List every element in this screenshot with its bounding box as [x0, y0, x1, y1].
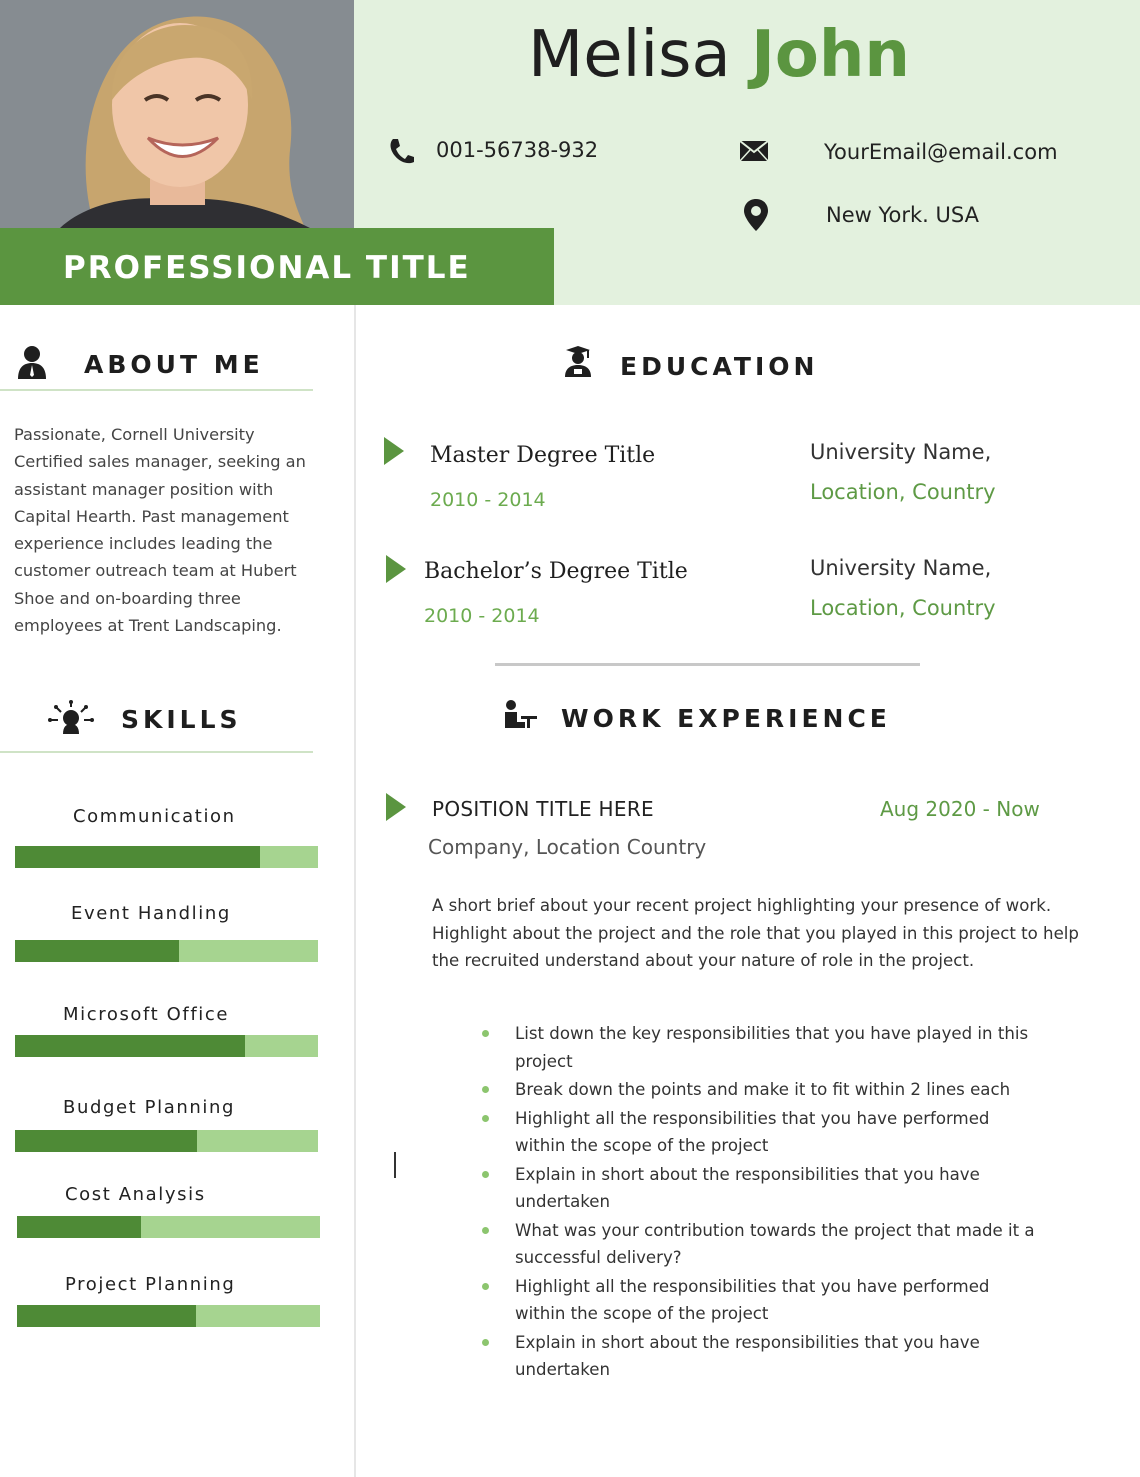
skill-bar-fill: [15, 1130, 197, 1152]
bullet-dot-icon: [482, 1086, 489, 1093]
work-heading: WORK EXPERIENCE: [561, 704, 891, 733]
professional-title-bar: [0, 228, 554, 305]
skill-label: Event Handling: [71, 903, 231, 924]
project-brief: A short brief about your recent project highlighting your presence of work. Highlight about the project and the role that you played in this project to help the recruited understand about your nature of role in the project.: [432, 896, 1079, 970]
list-item: [484, 1273, 1044, 1328]
bullet-dot-icon: [482, 1030, 489, 1037]
list-item: [484, 1329, 1044, 1384]
skill-bar: [17, 1305, 320, 1327]
phone-number: 001-56738-932: [436, 138, 599, 162]
location-text: New York. USA: [826, 203, 979, 227]
list-item: [484, 1105, 1044, 1160]
skills-network-icon: [48, 700, 94, 741]
graduate-icon: [562, 345, 594, 382]
arrow-right-icon: [384, 437, 404, 465]
map-pin-icon: [744, 199, 768, 236]
list-item: [484, 1076, 1044, 1104]
skill-label: Cost Analysis: [65, 1184, 206, 1205]
skill-bar-fill: [15, 846, 260, 868]
degree-years: 2010 - 2014: [424, 605, 540, 627]
bullet-dot-icon: [482, 1171, 489, 1178]
responsibility-text: Explain in short about the responsibilities that you have undertaken: [515, 1164, 980, 1211]
last-name: John: [751, 18, 910, 92]
section-divider: [495, 663, 920, 666]
responsibility-text: List down the key responsibilities that you have played in this project: [515, 1024, 1029, 1071]
university-location: Location, Country: [810, 480, 996, 504]
bullet-dot-icon: [482, 1339, 489, 1346]
responsibility-text: What was your contribution towards the project that made it a successful delivery?: [515, 1220, 1035, 1267]
about-underline: [0, 389, 313, 391]
university-location: Location, Country: [810, 596, 996, 620]
company-location: Company, Location Country: [428, 835, 707, 859]
skill-label: Communication: [73, 806, 236, 827]
skill-label: Microsoft Office: [63, 1004, 230, 1025]
responsibility-text: Explain in short about the responsibilities that you have undertaken: [515, 1332, 980, 1379]
phone-icon: [388, 137, 414, 170]
skill-bar: [17, 1216, 320, 1238]
bullet-dot-icon: [482, 1115, 489, 1122]
envelope-icon: [739, 140, 769, 167]
about-text: Passionate, Cornell University Certified sales manager, seeking an assistant manager position with Capital Hearth. Past management experience includes leading the customer outreach team at Hubert Shoe and on-boarding three employees at Trent Landscaping.: [14, 425, 306, 636]
degree-title: Master Degree Title: [430, 443, 656, 468]
skill-bar-fill: [17, 1305, 196, 1327]
skill-bar: [15, 940, 318, 962]
person-icon: [16, 345, 48, 384]
about-heading: ABOUT ME: [84, 350, 264, 379]
university-name: University Name,: [810, 440, 992, 464]
responsibility-list: [484, 1020, 1044, 1385]
list-item: [484, 1217, 1044, 1272]
skill-bar: [15, 1130, 318, 1152]
bullet-dot-icon: [482, 1227, 489, 1234]
professional-title: PROFESSIONAL TITLE: [63, 250, 471, 286]
skill-bar-fill: [15, 1035, 245, 1057]
position-title: POSITION TITLE HERE: [432, 797, 654, 821]
profile-photo: [0, 0, 354, 228]
degree-years: 2010 - 2014: [430, 489, 546, 511]
skills-underline: [0, 751, 313, 753]
skill-label: Project Planning: [65, 1274, 236, 1295]
list-item: [484, 1161, 1044, 1216]
list-item: [484, 1020, 1044, 1075]
responsibility-text: Highlight all the responsibilities that you have performed within the scope of the project: [515, 1108, 990, 1155]
skill-bar-fill: [17, 1216, 141, 1238]
education-heading: EDUCATION: [620, 352, 819, 381]
bullet-dot-icon: [482, 1283, 489, 1290]
arrow-right-icon: [386, 793, 406, 821]
skills-heading: SKILLS: [121, 705, 242, 734]
arrow-right-icon: [386, 555, 406, 583]
responsibility-text: Break down the points and make it to fit within 2 lines each: [515, 1080, 1011, 1099]
column-divider: [354, 305, 356, 1477]
full-name: [528, 18, 910, 92]
degree-title: Bachelor’s Degree Title: [424, 559, 688, 584]
university-name: University Name,: [810, 556, 992, 580]
email-address: YourEmail@email.com: [824, 140, 1058, 164]
worker-at-desk-icon: [503, 700, 537, 735]
text-cursor: [394, 1152, 396, 1178]
responsibility-text: Highlight all the responsibilities that you have performed within the scope of the project: [515, 1276, 990, 1323]
skill-bar: [15, 1035, 318, 1057]
position-dates: Aug 2020 - Now: [880, 797, 1040, 821]
first-name: Melisa: [528, 18, 731, 92]
skill-bar-fill: [15, 940, 179, 962]
skill-bar: [15, 846, 318, 868]
skill-label: Budget Planning: [63, 1097, 235, 1118]
